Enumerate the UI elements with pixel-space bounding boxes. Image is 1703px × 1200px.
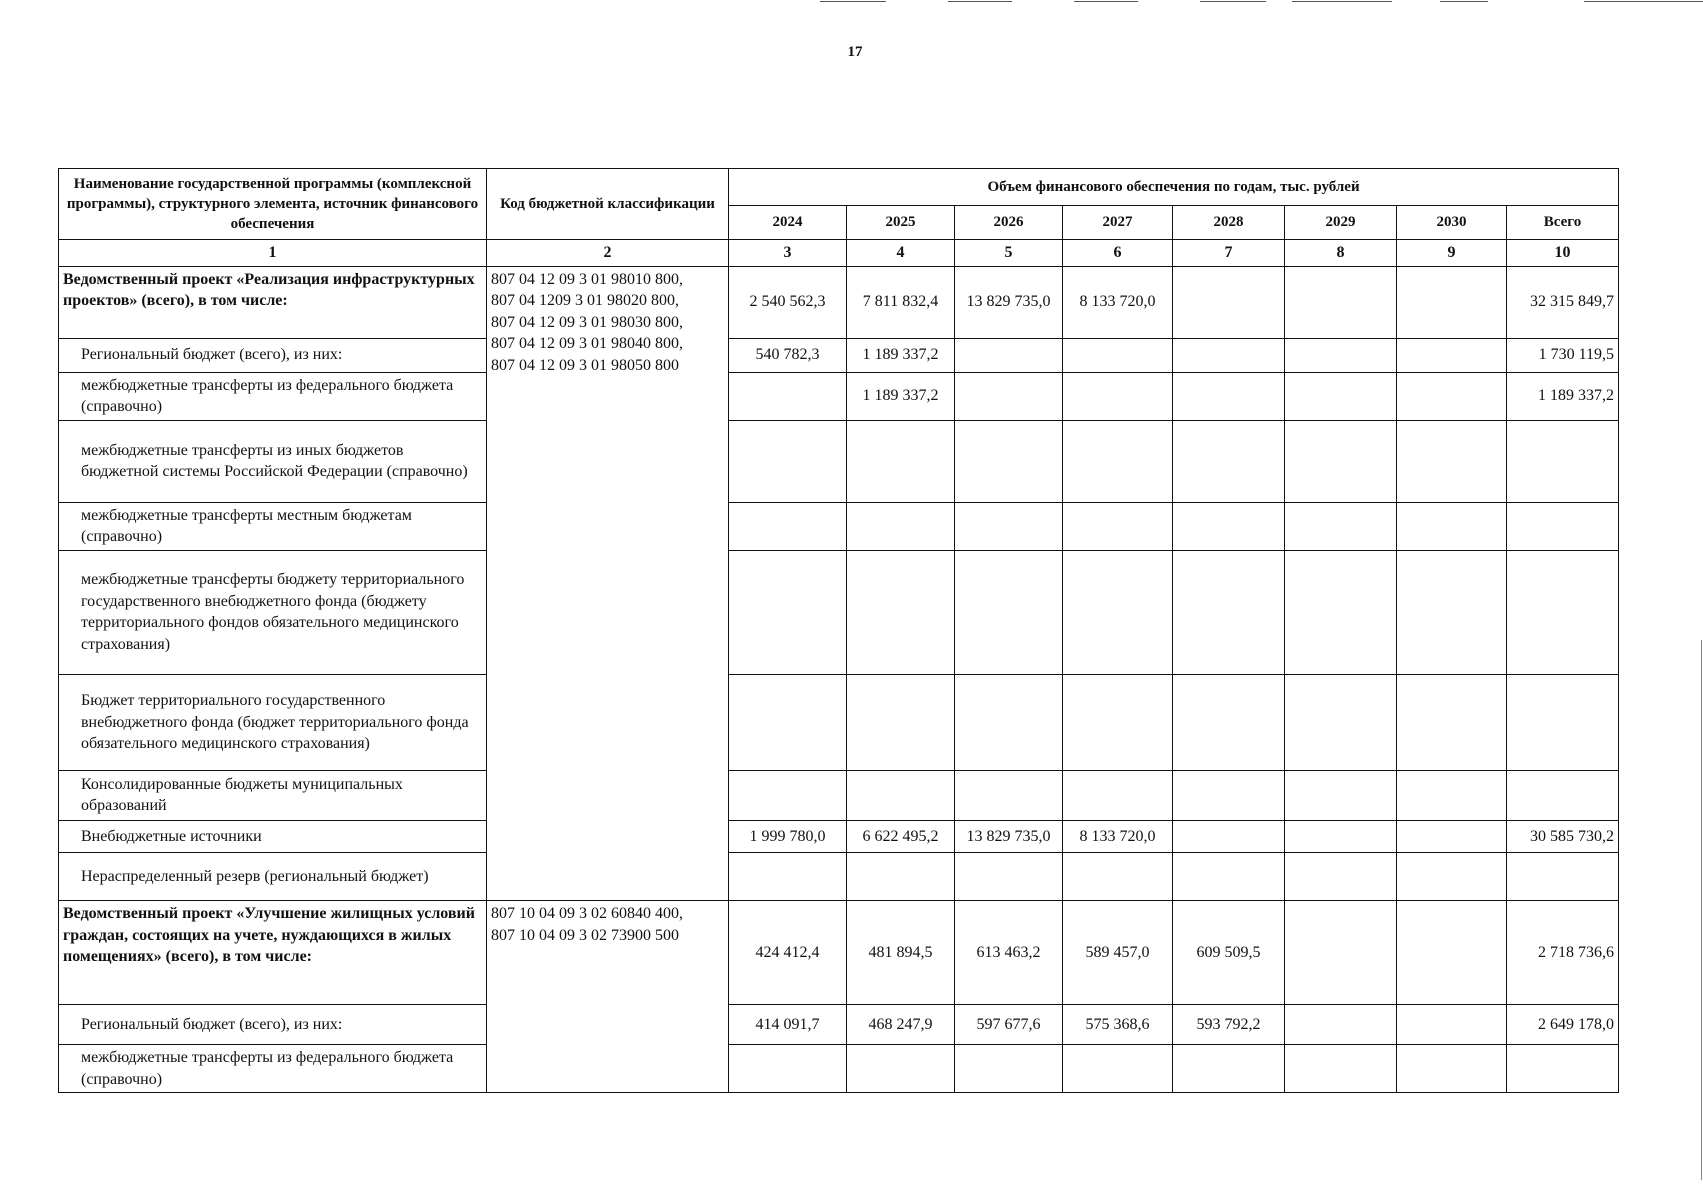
- header-year: 2030: [1397, 206, 1507, 240]
- value-cell: 2 540 562,3: [729, 266, 847, 338]
- row-name: Нераспределенный резерв (региональный бюджет): [59, 852, 487, 900]
- header-year: 2025: [847, 206, 955, 240]
- table-row: [59, 852, 1619, 900]
- value-cell: [729, 502, 847, 550]
- value-cell: [1397, 1044, 1507, 1092]
- value-cell: [1173, 1044, 1285, 1092]
- value-cell: [1285, 770, 1397, 820]
- value-cell: [729, 674, 847, 770]
- value-cell: 13 829 735,0: [955, 820, 1063, 852]
- page-number: 17: [847, 44, 863, 60]
- value-cell: [1063, 338, 1173, 372]
- table-row: [59, 372, 1619, 420]
- project-row: [59, 900, 1619, 1004]
- value-cell: [1397, 372, 1507, 420]
- value-cell: 575 368,6: [1063, 1004, 1173, 1044]
- header-name: Наименование государственной программы (комплексной программы), структурного элемента, источник финансового обеспечения: [59, 169, 487, 240]
- budget-code-line: 807 04 1209 3 01 98020 800,: [491, 292, 679, 310]
- value-cell: [847, 502, 955, 550]
- value-cell: [955, 674, 1063, 770]
- total-cell: 32 315 849,7: [1507, 266, 1619, 338]
- value-cell: [1397, 420, 1507, 502]
- row-name: Консолидированные бюджеты муниципальных образований: [59, 770, 487, 820]
- value-cell: 481 894,5: [847, 900, 955, 1004]
- table-row: [59, 820, 1619, 852]
- header-year: 2027: [1063, 206, 1173, 240]
- value-cell: 613 463,2: [955, 900, 1063, 1004]
- budget-code-line: 807 10 04 09 3 02 60840 400,: [491, 904, 683, 922]
- row-name: межбюджетные трансферты из федерального бюджета (справочно): [59, 1044, 487, 1092]
- budget-code-line: 807 04 12 09 3 01 98050 800: [491, 356, 679, 374]
- value-cell: [729, 550, 847, 674]
- column-number: 4: [847, 240, 955, 267]
- value-cell: 1 189 337,2: [847, 372, 955, 420]
- value-cell: [1173, 852, 1285, 900]
- column-number: 5: [955, 240, 1063, 267]
- header-code: Код бюджетной классификации: [487, 169, 729, 240]
- value-cell: [1063, 852, 1173, 900]
- budget-code: [487, 266, 729, 900]
- value-cell: [1397, 852, 1507, 900]
- top-edge-marks: [0, 0, 1703, 4]
- value-cell: [1285, 852, 1397, 900]
- row-name: межбюджетные трансферты из федерального бюджета (справочно): [59, 372, 487, 420]
- value-cell: [1397, 502, 1507, 550]
- value-cell: [1285, 900, 1397, 1004]
- value-cell: [1397, 820, 1507, 852]
- total-cell: 1 730 119,5: [1507, 338, 1619, 372]
- project-name: Ведомственный проект «Реализация инфраструктурных проектов» (всего), в том числе:: [59, 266, 487, 338]
- table-row: [59, 1004, 1619, 1044]
- row-name: Бюджет территориального государственного внебюджетного фонда (бюджет территориального фонда обязательного медицинского страхования): [59, 674, 487, 770]
- total-cell: 2 718 736,6: [1507, 900, 1619, 1004]
- value-cell: [1173, 266, 1285, 338]
- total-cell: [1507, 502, 1619, 550]
- value-cell: [847, 550, 955, 674]
- value-cell: [1285, 502, 1397, 550]
- value-cell: [1397, 266, 1507, 338]
- total-cell: [1507, 1044, 1619, 1092]
- total-cell: [1507, 770, 1619, 820]
- row-name: межбюджетные трансферты из иных бюджетов бюджетной системы Российской Федерации (справочно): [59, 420, 487, 502]
- value-cell: [1063, 420, 1173, 502]
- value-cell: [1285, 338, 1397, 372]
- value-cell: [1397, 770, 1507, 820]
- value-cell: [729, 372, 847, 420]
- value-cell: [1173, 820, 1285, 852]
- row-name: Внебюджетные источники: [59, 820, 487, 852]
- value-cell: [1173, 502, 1285, 550]
- value-cell: [847, 674, 955, 770]
- value-cell: [847, 420, 955, 502]
- row-name: межбюджетные трансферты бюджету территориального государственного внебюджетного фонда (бюджету территориального фондов обязательного медицинского страхования): [59, 550, 487, 674]
- value-cell: [955, 1044, 1063, 1092]
- financing-table: [58, 168, 1619, 1093]
- value-cell: 1 189 337,2: [847, 338, 955, 372]
- value-cell: [955, 372, 1063, 420]
- value-cell: 6 622 495,2: [847, 820, 955, 852]
- value-cell: 540 782,3: [729, 338, 847, 372]
- value-cell: [1397, 338, 1507, 372]
- value-cell: [1285, 372, 1397, 420]
- value-cell: 414 091,7: [729, 1004, 847, 1044]
- value-cell: [1063, 550, 1173, 674]
- budget-code-line: 807 04 12 09 3 01 98030 800,: [491, 313, 683, 331]
- value-cell: 468 247,9: [847, 1004, 955, 1044]
- header-volume: Объем финансового обеспечения по годам, тыс. рублей: [729, 169, 1619, 206]
- value-cell: 597 677,6: [955, 1004, 1063, 1044]
- value-cell: [1285, 1004, 1397, 1044]
- value-cell: 424 412,4: [729, 900, 847, 1004]
- table-row: [59, 1044, 1619, 1092]
- value-cell: [955, 420, 1063, 502]
- value-cell: 1 999 780,0: [729, 820, 847, 852]
- value-cell: [1285, 420, 1397, 502]
- value-cell: 13 829 735,0: [955, 266, 1063, 338]
- value-cell: [1397, 1004, 1507, 1044]
- row-name: Региональный бюджет (всего), из них:: [59, 338, 487, 372]
- table-row: [59, 770, 1619, 820]
- value-cell: [955, 852, 1063, 900]
- value-cell: [1173, 420, 1285, 502]
- value-cell: [1173, 338, 1285, 372]
- total-cell: [1507, 852, 1619, 900]
- value-cell: 8 133 720,0: [1063, 266, 1173, 338]
- total-cell: [1507, 550, 1619, 674]
- header-year: 2029: [1285, 206, 1397, 240]
- value-cell: 593 792,2: [1173, 1004, 1285, 1044]
- value-cell: [1397, 550, 1507, 674]
- table-row: [59, 502, 1619, 550]
- value-cell: [1063, 674, 1173, 770]
- column-number: 2: [487, 240, 729, 267]
- value-cell: 8 133 720,0: [1063, 820, 1173, 852]
- budget-code: [487, 900, 729, 1092]
- value-cell: [1285, 550, 1397, 674]
- project-name: Ведомственный проект «Улучшение жилищных условий граждан, состоящих на учете, нуждающихся в жилых помещениях» (всего), в том числе:: [59, 900, 487, 1004]
- column-number: 10: [1507, 240, 1619, 267]
- table-row: [59, 420, 1619, 502]
- budget-code-line: 807 04 12 09 3 01 98040 800,: [491, 335, 683, 353]
- value-cell: [729, 770, 847, 820]
- value-cell: [847, 770, 955, 820]
- column-number-row: [59, 240, 1619, 267]
- total-cell: [1507, 674, 1619, 770]
- value-cell: [1173, 372, 1285, 420]
- column-number: 3: [729, 240, 847, 267]
- value-cell: [1173, 674, 1285, 770]
- total-cell: 1 189 337,2: [1507, 372, 1619, 420]
- budget-code-line: 807 04 12 09 3 01 98010 800,: [491, 270, 683, 288]
- column-number: 9: [1397, 240, 1507, 267]
- value-cell: [1063, 502, 1173, 550]
- value-cell: [955, 770, 1063, 820]
- budget-code-line: 807 10 04 09 3 02 73900 500: [491, 926, 679, 944]
- value-cell: [955, 502, 1063, 550]
- value-cell: [729, 852, 847, 900]
- value-cell: 7 811 832,4: [847, 266, 955, 338]
- value-cell: [1397, 900, 1507, 1004]
- column-number: 1: [59, 240, 487, 267]
- value-cell: [847, 852, 955, 900]
- header-year: 2028: [1173, 206, 1285, 240]
- total-cell: 30 585 730,2: [1507, 820, 1619, 852]
- value-cell: [1173, 770, 1285, 820]
- value-cell: [1285, 820, 1397, 852]
- value-cell: [1063, 770, 1173, 820]
- scan-edge-line: [1701, 640, 1702, 1180]
- total-cell: 2 649 178,0: [1507, 1004, 1619, 1044]
- value-cell: 609 509,5: [1173, 900, 1285, 1004]
- value-cell: [955, 550, 1063, 674]
- total-cell: [1507, 420, 1619, 502]
- value-cell: 589 457,0: [1063, 900, 1173, 1004]
- header-year: 2026: [955, 206, 1063, 240]
- column-number: 7: [1173, 240, 1285, 267]
- value-cell: [729, 1044, 847, 1092]
- table-row: [59, 550, 1619, 674]
- value-cell: [1063, 372, 1173, 420]
- table-row: [59, 338, 1619, 372]
- value-cell: [1285, 266, 1397, 338]
- value-cell: [1173, 550, 1285, 674]
- value-cell: [1285, 674, 1397, 770]
- value-cell: [729, 420, 847, 502]
- value-cell: [847, 1044, 955, 1092]
- value-cell: [955, 338, 1063, 372]
- value-cell: [1285, 1044, 1397, 1092]
- value-cell: [1397, 674, 1507, 770]
- value-cell: [1063, 1044, 1173, 1092]
- header-year: 2024: [729, 206, 847, 240]
- table-row: [59, 674, 1619, 770]
- column-number: 6: [1063, 240, 1173, 267]
- header-total: Всего: [1507, 206, 1619, 240]
- row-name: межбюджетные трансферты местным бюджетам (справочно): [59, 502, 487, 550]
- row-name: Региональный бюджет (всего), из них:: [59, 1004, 487, 1044]
- project-row: [59, 266, 1619, 338]
- column-number: 8: [1285, 240, 1397, 267]
